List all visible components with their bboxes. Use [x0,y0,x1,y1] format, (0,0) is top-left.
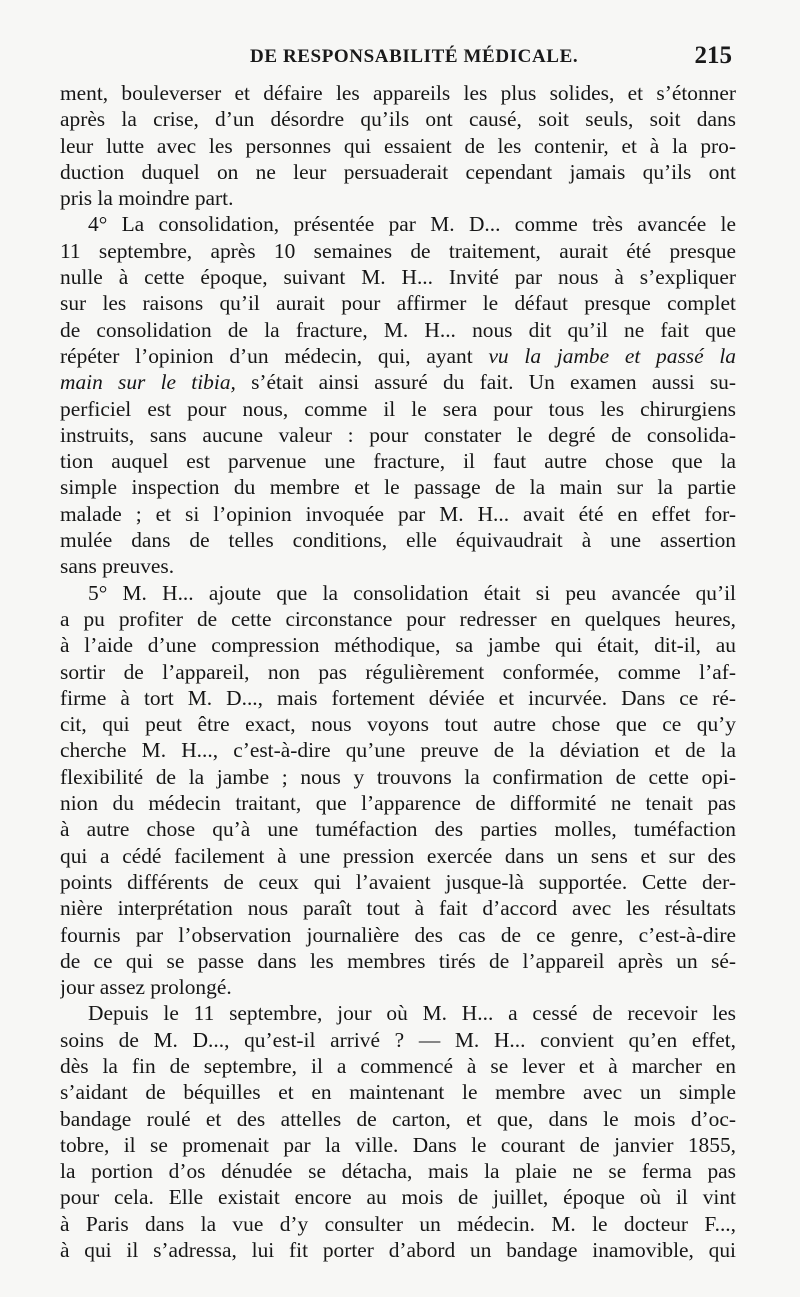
text-line: simple inspection du membre et le passage de la main sur la partie [60,475,736,500]
text-line: instruits, sans aucune valeur : pour constater le degré de consolida- [60,422,736,447]
text-line: 5° M. H... ajoute que la consolidation était si peu avancée qu’il [88,580,736,605]
text-segment: répéter l’opinion d’un médecin, qui, ayant [60,343,489,368]
text-line: de ce qui se passe dans les membres tirés de l’appareil après un sé- [60,948,736,973]
text-line: 4° La consolidation, présentée par M. D... comme très avancée le [88,212,736,237]
text-line: Depuis le 11 septembre, jour où M. H... a cessé de recevoir les [88,1001,736,1026]
text-line: pris la moindre part. [60,186,234,211]
text-line: à Paris dans la vue d’y consulter un médecin. M. le docteur F..., [60,1211,736,1236]
text-line: nulle à cette époque, suivant M. H... Invité par nous à s’expliquer [60,265,736,290]
text-line: à autre chose qu’à une tuméfaction des parties molles, tuméfaction [60,817,736,842]
text-segment: s’était ainsi assuré du fait. Un examen aussi su- [235,370,736,395]
text-line: tion auquel est parvenue une fracture, il faut autre chose que la [60,449,736,474]
text-line: cherche M. H..., c’est-à-dire qu’une preuve de la déviation et de la [60,738,736,763]
text-line [60,369,736,395]
text-line: s’aidant de béquilles et en maintenant le membre avec un simple [60,1080,736,1105]
text-line: malade ; et si l’opinion invoquée par M. H... avait été en effet for- [60,501,736,526]
text-line: sur les raisons qu’il aurait pour affirmer le défaut presque complet [60,291,736,316]
text-line: à qui il s’adressa, lui fit porter d’abord un bandage inamovible, qui [60,1238,736,1263]
text-line: perficiel est pour nous, comme il le sera pour tous les chirurgiens [60,396,736,421]
text-line [60,343,736,369]
text-line: qui a cédé facilement à une pression exercée dans un sens et sur des [60,843,736,868]
text-line: sans preuves. [60,554,175,579]
page-header [60,42,732,76]
italic-text-segment: vu la jambe et passé la [488,343,736,368]
text-line: flexibilité de la jambe ; nous y trouvons la confirmation de cette opi- [60,764,736,789]
text-line: de consolidation de la fracture, M. H... nous dit qu’il ne fait que [60,317,736,342]
page-number: 215 [694,42,732,69]
text-line: dès la fin de septembre, il a commencé à se lever et à marcher en [60,1053,736,1078]
text-line: jour assez prolongé. [60,975,232,1000]
text-line: après la crise, d’un désordre qu’ils ont causé, soit seuls, soit dans [60,107,736,132]
text-line: 11 septembre, après 10 semaines de traitement, aurait été presque [60,238,736,263]
text-line: a pu profiter de cette circonstance pour redresser en quelques heures, [60,606,736,631]
text-line: nière interprétation nous paraît tout à fait d’accord avec les résultats [60,896,736,921]
text-line: la portion d’os dénudée se détacha, mais la plaie ne se ferma pas [60,1159,736,1184]
text-line: firme à tort M. D..., mais fortement déviée et incurvée. Dans ce ré- [60,685,736,710]
italic-text-segment: main sur le tibia, [60,370,236,395]
text-line: ment, bouleverser et défaire les appareils les plus solides, et s’étonner [60,81,736,105]
text-line: duction duquel on ne leur persuaderait cependant jamais qu’ils ont [60,159,736,184]
text-line: bandage roulé et des attelles de carton, et que, dans le mois d’oc- [60,1106,736,1131]
text-line: nion du médecin traitant, que l’apparence de difformité ne tenait pas [60,791,736,816]
text-line: leur lutte avec les personnes qui essaient de les contenir, et à la pro- [60,133,736,158]
running-head: DE RESPONSABILITÉ MÉDICALE. [250,46,579,67]
text-line: points différents de ceux qui l’avaient jusque-là supportée. Cette der- [60,869,736,894]
text-line: cit, qui peut être exact, nous voyons tout autre chose que ce qu’y [60,712,736,737]
text-line: mulée dans de telles conditions, elle équivaudrait à une assertion [60,528,736,553]
text-line: fournis par l’observation journalière des cas de ce genre, c’est-à-dire [60,922,736,947]
text-line: à l’aide d’une compression méthodique, sa jambe qui était, dit-il, au [60,633,736,658]
text-line: pour cela. Elle existait encore au mois de juillet, époque où il vint [60,1185,736,1210]
text-line: soins de M. D..., qu’est-il arrivé ? — M. H... convient qu’en effet, [60,1027,736,1052]
text-line: tobre, il se promenait par la ville. Dans le courant de janvier 1855, [60,1132,736,1157]
body-text [60,80,736,1263]
text-line: sortir de l’appareil, non pas régulièrement conformée, comme l’af- [60,659,736,684]
